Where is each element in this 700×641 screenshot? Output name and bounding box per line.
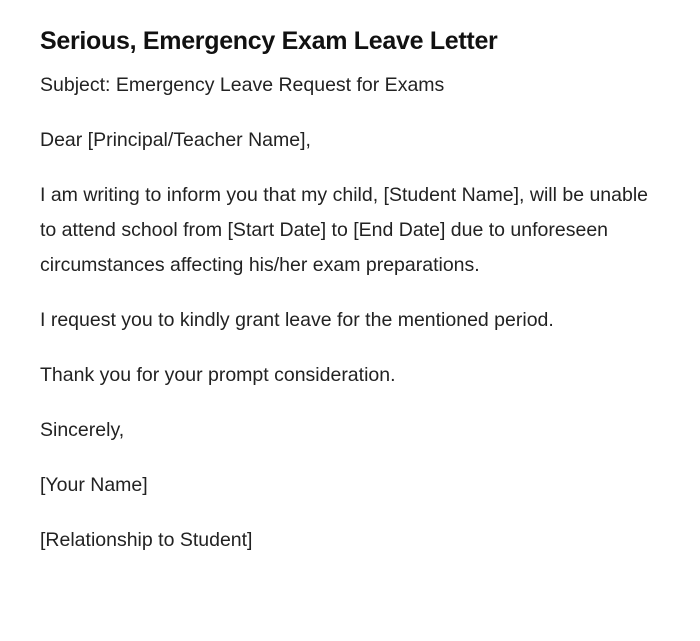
letter-body-paragraph-3: Thank you for your prompt consideration. <box>40 364 396 386</box>
letter-salutation: Dear [Principal/Teacher Name], <box>40 129 311 151</box>
letter-document <box>40 24 650 558</box>
letter-closing: Sincerely, <box>40 419 125 441</box>
page-title: Serious, Emergency Exam Leave Letter <box>40 27 498 55</box>
signature-relationship: [Relationship to Student] <box>40 529 253 551</box>
letter-body-paragraph-2: I request you to kindly grant leave for the mentioned period. <box>40 309 554 331</box>
letter-body-paragraph-1: I am writing to inform you that my child, [Student Name], will be unable to attend school from [Start Date] to [End Date] due to unforeseen circumstances affecting his/her exam preparations. <box>40 184 649 276</box>
letter-subject: Subject: Emergency Leave Request for Exams <box>40 74 445 96</box>
signature-name: [Your Name] <box>40 474 148 496</box>
